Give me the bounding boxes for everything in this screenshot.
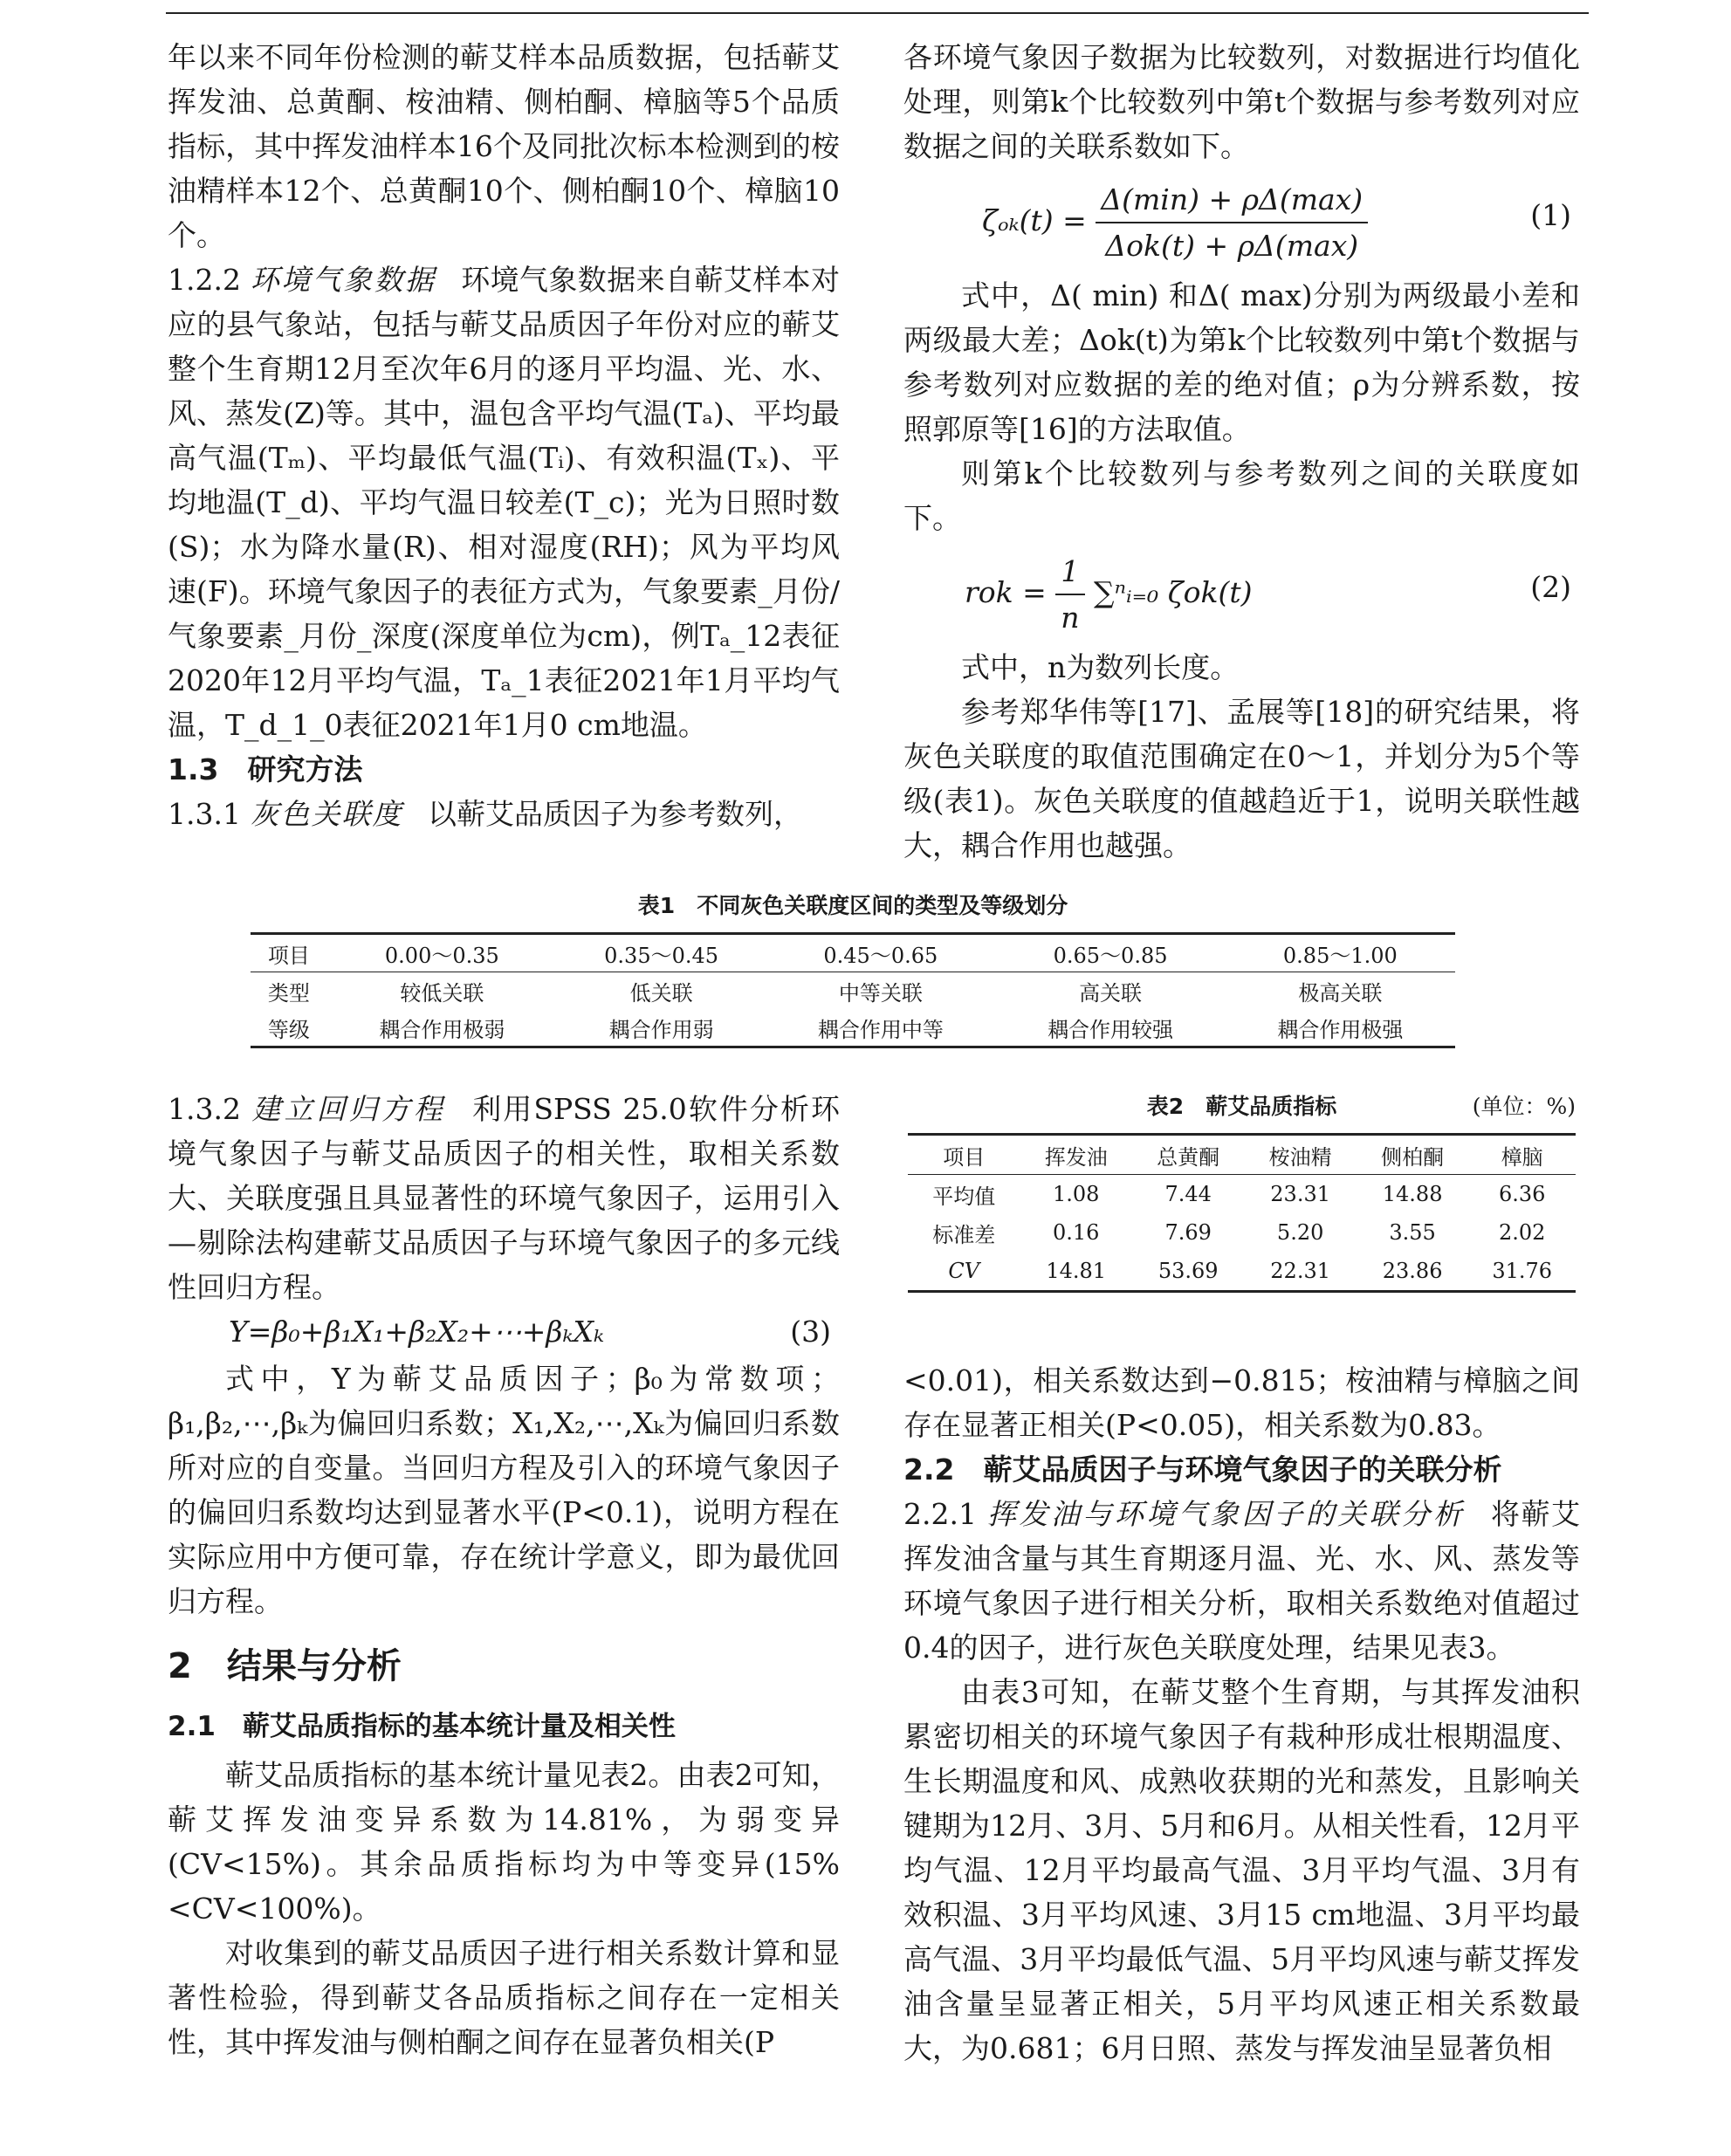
table-2-grid — [908, 1133, 1576, 1293]
heading-title: 挥发油与环境气象因子的关联分析 — [986, 1497, 1466, 1531]
formula-3-label: (3) — [790, 1315, 831, 1349]
table-row — [908, 1252, 1576, 1292]
formula-1-fraction — [1096, 177, 1368, 268]
table-2-caption: 表2 蕲艾品质指标 — [1146, 1094, 1337, 1119]
table-cell: 耦合作用极强 — [1277, 1017, 1404, 1042]
table-cell: 23.86 — [1382, 1259, 1443, 1283]
table-row — [908, 1213, 1576, 1252]
table-cell: 极高关联 — [1298, 980, 1383, 1006]
paragraph-basic-stats: 蕲艾品质指标的基本统计量见表2。由表2可知，蕲艾挥发油变异系数为14.81%，为弱变异(CV<15%)。其余品质指标均为中等变异(15%<CV<100%)。 — [168, 1758, 840, 1926]
paragraph-formula-1-explain: 式中，Δ( min) 和Δ( max)分别为两级最小差和两级最大差；Δok(t)为第k个比较数列中第t个数据与参考数列对应数据的差的绝对值；ρ为分辨系数，按照郭原等[16]的方法取值。 — [903, 278, 1580, 446]
table-header-cell: 0.65～0.85 — [995, 934, 1225, 972]
table-cell: 类型 — [267, 980, 310, 1006]
right-column-lower — [903, 1358, 1580, 2070]
section-1-3-2 — [168, 1087, 840, 1309]
table-header-cell: 总黄酮 — [1132, 1135, 1244, 1175]
paragraph-table-3-analysis: 由表3可知，在蕲艾整个生育期，与其挥发油积累密切相关的环境气象因子有栽种形成壮根期温度、生长期温度和风、成熟收获期的光和蒸发，且影响关键期为12月、3月、5月和6月。从相关性看，12月平均气温、12月平均最高气温、3月平均气温、3月有效积温、3月平均风速、3月15 cm地温、3月平均最高气温、3月平均最低气温、5月平均风速与蕲艾挥发油含量呈显著正相关，5月平均风速正相关系数最大，为0.681；6月日照、蒸发与挥发油呈显著负相 — [903, 1675, 1580, 2065]
table-header-cell: 项目 — [251, 934, 327, 972]
table-cell: 1.08 — [1052, 1182, 1100, 1206]
paragraph-volatile-oil: 将蕲艾挥发油含量与其生育期逐月温、光、水、风、蒸发等环境气象因子进行相关分析，取相关系数绝对值超过0.4的因子，进行灰色关联度处理，结果见表3。 — [903, 1497, 1580, 1665]
formula-1-denominator: Δok(t) + ρΔ(max) — [1105, 229, 1359, 263]
table-cell: 14.88 — [1382, 1182, 1443, 1206]
paragraph-weather-data: 环境气象数据来自蕲艾样本对应的县气象站，包括与蕲艾品质因子年份对应的蕲艾整个生育期12月至次年6月的逐月平均温、光、水、风、蒸发(Z)等。其中，温包含平均气温(Tₐ)、平均最高气温(Tₘ)、平均最低气温(Tᵢ)、有效积温(Tₓ)、平均地温(T_d)、平均气温日较差(T_c)；光为日照时数(S)；水为降水量(R)、相对湿度(RH)；风为平均风速(F)。环境气象因子的表征方式为，气象要素_月份/气象要素_月份_深度(深度单位为cm)，例Tₐ_12表征2020年12月平均气温，Tₐ_1表征2021年1月平均气温，T_d_1_0表征2021年1月0 cm地温。 — [168, 263, 841, 742]
table-header-cell: 樟脑 — [1468, 1135, 1576, 1175]
table-cell: 6.36 — [1498, 1182, 1546, 1206]
table-header-cell: 0.45～0.65 — [766, 934, 995, 972]
table-2 — [908, 1089, 1576, 1293]
heading-title: 灰色关联度 — [250, 797, 403, 831]
section-2-1-title: 2.1 蕲艾品质指标的基本统计量及相关性 — [168, 1711, 676, 1742]
table-header-cell: 桉油精 — [1244, 1135, 1356, 1175]
section-2-2-1 — [903, 1492, 1580, 1670]
table-cell: 7.44 — [1164, 1182, 1212, 1206]
table-cell: 耦合作用中等 — [817, 1017, 944, 1042]
paragraph-n-length: 式中，n为数列长度。 — [961, 650, 1240, 684]
table-row — [251, 1009, 1455, 1047]
paragraph-regression: 利用SPSS 25.0软件分析环境气象因子与蕲艾品质因子的相关性，取相关系数大、关联度强且具显著性的环境气象因子，运用引入—剔除法构建蕲艾品质因子与环境气象因子的多元线性回归方程。 — [168, 1092, 840, 1304]
left-column-lower — [168, 1087, 840, 2064]
table-header-row — [251, 934, 1455, 972]
formula-2-fraction — [1055, 549, 1084, 640]
page-top-rule — [166, 0, 1589, 14]
table-1-caption: 表1 不同灰色关联度区间的类型及等级划分 — [637, 893, 1068, 918]
table-header-cell: 项目 — [908, 1135, 1020, 1175]
paragraph-correlation-continued: <0.01)，相关系数达到−0.815；桉油精与樟脑之间存在显著正相关(P<0.05)，相关系数为0.83。 — [903, 1363, 1580, 1442]
table-cell: 平均值 — [932, 1184, 996, 1209]
table-header-cell: 挥发油 — [1020, 1135, 1131, 1175]
formula-1-numerator: Δ(min) + ρΔ(max) — [1096, 177, 1368, 223]
table-cell: 5.20 — [1276, 1220, 1324, 1245]
table-row — [908, 1175, 1576, 1214]
table-cell: 0.16 — [1052, 1220, 1100, 1245]
heading-title: 环境气象数据 — [250, 263, 436, 297]
right-column-upper — [903, 35, 1580, 868]
paragraph-grey-relation: 以蕲艾品质因子为参考数列， — [427, 797, 802, 831]
heading-number: 1.3.2 — [168, 1092, 241, 1126]
table-cell: 31.76 — [1492, 1259, 1553, 1283]
formula-2-label: (2) — [1530, 570, 1571, 604]
table-cell: 7.69 — [1164, 1220, 1212, 1245]
formula-3-body: Y=β₀+β₁X₁+β₂X₂+⋯+βₖXₖ — [229, 1315, 605, 1349]
heading-number: 2.2.1 — [903, 1497, 977, 1531]
heading-1-3: 1.3 研究方法 — [168, 752, 363, 786]
table-cell: 14.81 — [1046, 1259, 1107, 1283]
table-header-cell: 侧柏酮 — [1357, 1135, 1468, 1175]
table-cell: 高关联 — [1079, 980, 1143, 1006]
table-2-caption-row — [908, 1089, 1576, 1124]
heading-number: 1.3.1 — [168, 797, 241, 831]
table-1 — [251, 889, 1455, 1048]
table-header-cell: 0.00～0.35 — [327, 934, 557, 972]
table-cell: 23.31 — [1270, 1182, 1330, 1206]
formula-1-lhs: ζₒₖ(t) = — [982, 203, 1087, 237]
left-column-upper — [168, 35, 840, 836]
table-row — [251, 972, 1455, 1010]
table-header-cell: 0.35～0.45 — [557, 934, 766, 972]
formula-2-numerator: 1 — [1055, 549, 1084, 595]
section-1-3-1 — [168, 792, 840, 836]
table-cell: 较低关联 — [400, 980, 484, 1006]
paragraph-reference-grades: 参考郑华伟等[17]、孟展等[18]的研究结果，将灰色关联度的取值范围确定在0～1，并划分为5个等级(表1)。灰色关联度的值越趋近于1，说明关联性越大，耦合作用也越强。 — [903, 695, 1580, 862]
table-cell: 耦合作用极弱 — [379, 1017, 505, 1042]
table-header-cell: 0.85～1.00 — [1226, 934, 1455, 972]
table-cell: 标准差 — [932, 1222, 996, 1247]
formula-2-sum: ∑ⁿᵢ₌₀ ζok(t) — [1094, 575, 1253, 609]
paragraph-samples: 年以来不同年份检测的蕲艾样本品质数据，包括蕲艾挥发油、总黄酮、桉油精、侧柏酮、樟脑等5个品质指标，其中挥发油样本16个及同批次标本检测到的桉油精样本12个、总黄酮10个、侧柏酮10个、樟脑10个。 — [168, 40, 840, 252]
paragraph-correlation: 对收集到的蕲艾品质因子进行相关系数计算和显著性检验，得到蕲艾各品质指标之间存在一定相关性，其中挥发油与侧柏酮之间存在显著负相关(P — [168, 1936, 840, 2059]
formula-2-denominator: n — [1061, 601, 1080, 635]
table-cell: 耦合作用弱 — [608, 1017, 714, 1042]
table-header-row — [908, 1135, 1576, 1175]
table-cell: 3.55 — [1389, 1220, 1436, 1245]
paragraph-relation-degree: 则第k个比较数列与参考数列之间的关联度如下。 — [903, 457, 1580, 535]
formula-2-lhs: rok = — [965, 575, 1047, 609]
section-2-title: 2 结果与分析 — [168, 1646, 402, 1686]
formula-3 — [168, 1309, 840, 1356]
table-1-grid — [251, 932, 1455, 1048]
heading-number: 1.2.2 — [168, 263, 241, 297]
section-1-2-2 — [168, 257, 840, 747]
table-cell: CV — [948, 1259, 980, 1283]
table-cell: 低关联 — [629, 980, 693, 1006]
table-cell: 等级 — [267, 1017, 310, 1042]
formula-2 — [903, 540, 1580, 645]
formula-1 — [903, 168, 1580, 273]
table-cell: 耦合作用较强 — [1048, 1017, 1174, 1042]
table-cell: 22.31 — [1270, 1259, 1330, 1283]
table-cell: 53.69 — [1157, 1259, 1219, 1283]
table-cell: 2.02 — [1498, 1220, 1546, 1245]
paragraph-formula-3-explain: 式中，Y为蕲艾品质因子；β₀为常数项；β₁,β₂,⋯,βₖ为偏回归系数；X₁,X₂,⋯,Xₖ为偏回归系数所对应的自变量。当回归方程及引入的环境气象因子的偏回归系数均达到显著水平(P<0.1)，说明方程在实际应用中方便可靠，存在统计学意义，即为最优回归方程。 — [168, 1362, 840, 1618]
paragraph-comparison: 各环境气象因子数据为比较数列，对数据进行均值化处理，则第k个比较数列中第t个数据与参考数列对应数据之间的关联系数如下。 — [903, 40, 1580, 163]
formula-1-label: (1) — [1530, 198, 1571, 232]
table-cell: 中等关联 — [838, 980, 923, 1006]
section-2-2-title: 2.2 蕲艾品质因子与环境气象因子的关联分析 — [903, 1452, 1502, 1487]
heading-title: 建立回归方程 — [251, 1092, 446, 1126]
table-2-unit: (单位：%) — [1472, 1094, 1576, 1119]
